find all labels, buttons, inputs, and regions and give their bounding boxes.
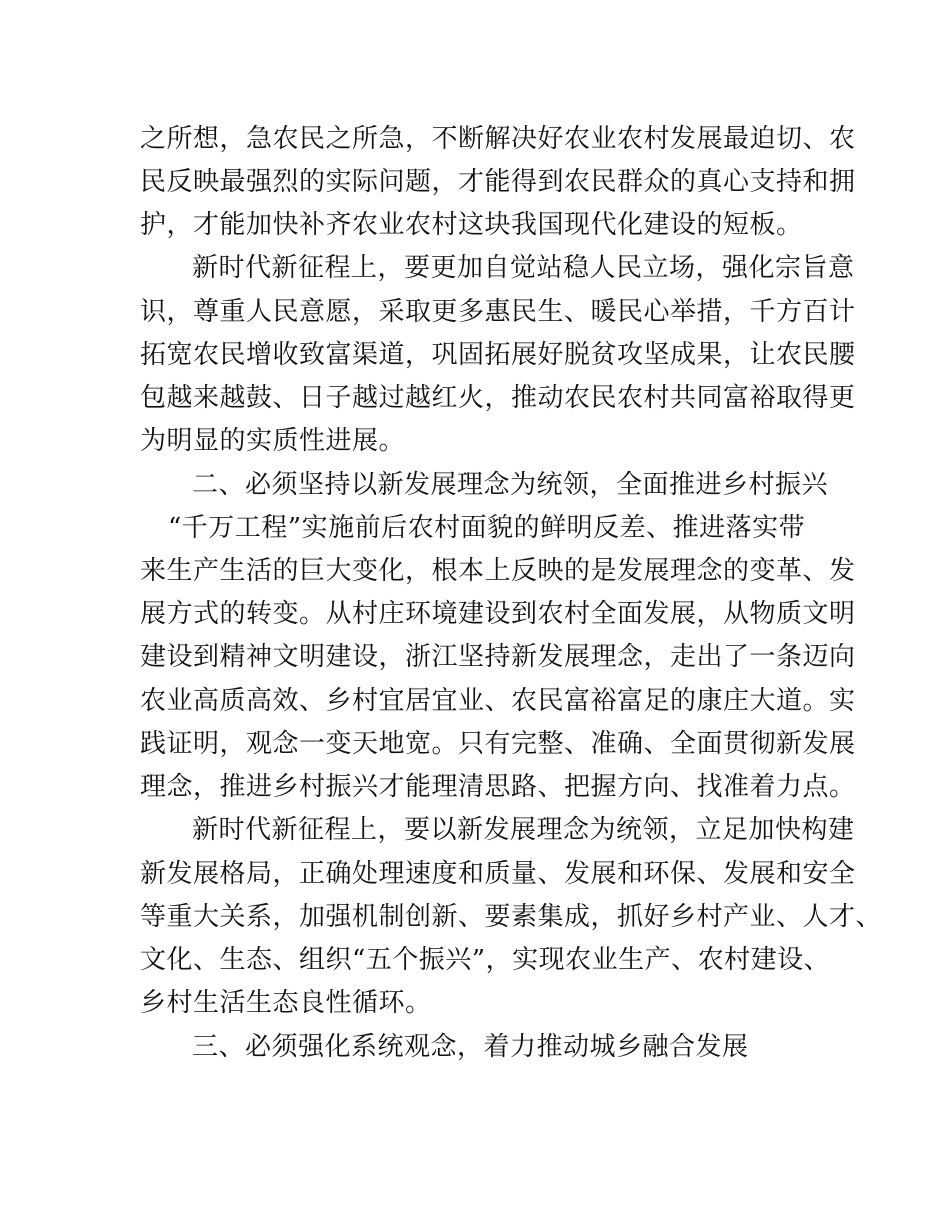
body-text-line: 来生产生活的巨大变化，根本上反映的是发展理念的变革、发 [140,556,856,586]
section-heading-2: 二、必须坚持以新发展理念为统领，全面推进乡村振兴 [192,470,829,500]
body-text-line: 展方式的转变。从村庄环境建设到农村全面发展，从物质文明 [140,599,856,629]
body-text-line: 护，才能加快补齐农业农村这块我国现代化建设的短板。 [140,210,803,240]
body-text-line: 乡村生活生态良性循环。 [140,988,432,1018]
body-text-line: 民反映最强烈的实际问题，才能得到农民群众的真心支持和拥 [140,167,856,197]
body-text-line: 农业高质高效、乡村宜居宜业、农民富裕富足的康庄大道。实 [140,686,856,716]
paragraph-first-line: “千万工程”实施前后农村面貌的鲜明反差、推进落实带 [168,513,806,543]
body-text-line: 践证明，观念一变天地宽。只有完整、准确、全面贯彻新发展 [140,729,856,759]
body-text-line: 包越来越鼓、日子越过越红火，推动农民农村共同富裕取得更 [140,383,856,413]
body-text-line: 拓宽农民增收致富渠道，巩固拓展好脱贫攻坚成果，让农民腰 [140,340,856,370]
body-text-line: 之所想，急农民之所急，不断解决好农业农村发展最迫切、农 [140,124,856,154]
body-text-line: 等重大关系，加强机制创新、要素集成，抓好乡村产业、人才、 [140,902,883,932]
paragraph-first-line: 新时代新征程上，要更加自觉站稳人民立场，强化宗旨意 [192,253,855,283]
paragraph-first-line: 新时代新征程上，要以新发展理念为统领，立足加快构建 [192,815,855,845]
body-text-line: 新发展格局，正确处理速度和质量、发展和环保、发展和安全 [140,859,856,889]
body-text-line: 识，尊重人民意愿，采取更多惠民生、暖民心举措，千方百计 [140,297,856,327]
section-heading-3: 三、必须强化系统观念，着力推动城乡融合发展 [192,1032,749,1062]
body-text-line: 为明显的实质性进展。 [140,426,406,456]
body-text-line: 理念，推进乡村振兴才能理清思路、把握方向、找准着力点。 [140,772,856,802]
body-text-line: 文化、生态、组织“五个振兴”，实现农业生产、农村建设、 [140,945,831,975]
body-text-line: 建设到精神文明建设，浙江坚持新发展理念，走出了一条迈向 [140,642,856,672]
